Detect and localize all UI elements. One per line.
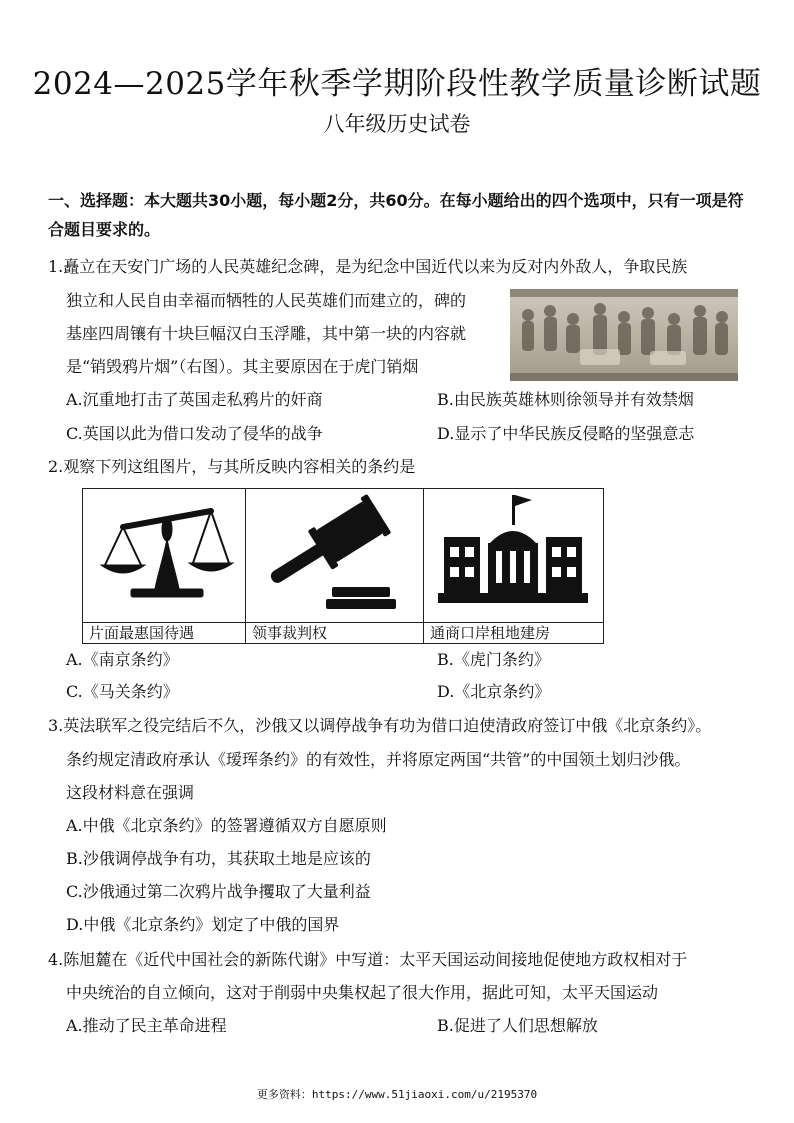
q1-line-1: 1.矗立在天安门广场的人民英雄纪念碑，是为纪念中国近代以来为反对内外敌人，争取民族: [48, 257, 688, 276]
opium-destruction-relief-icon: [510, 289, 738, 381]
exam-title: 2024—2025学年秋季学期阶段性教学质量诊断试题: [32, 66, 762, 102]
q4-option-b[interactable]: B.促进了人们思想解放: [437, 1016, 598, 1035]
footer-link[interactable]: 更多资料：https://www.51jiaoxi.com/u/2195370: [256, 1088, 538, 1101]
q3-option-b[interactable]: B.沙俄调停战争有功，其获取土地是应该的: [66, 849, 371, 868]
q3-option-a[interactable]: A.中俄《北京条约》的签署遵循双方自愿原则: [66, 816, 387, 835]
q2-cell-1: [83, 489, 246, 643]
q2-line-1: 2.观察下列这组图片，与其所反映内容相关的条约是: [48, 457, 416, 476]
q4-line-2: 中央统治的自立倾向，这对于削弱中央集权起了很大作用，据此可知，太平天国运动: [66, 983, 659, 1002]
q1-option-c[interactable]: C.英国以此为借口发动了侵华的战争: [66, 424, 323, 443]
q1-line-2: 独立和人民自由幸福而牺牲的人民英雄们而建立的，碑的: [66, 291, 467, 310]
balance-scale-icon: [83, 489, 246, 622]
q2-option-a[interactable]: A.《南京条约》: [66, 650, 179, 669]
q1-option-d[interactable]: D.显示了中华民族反侵略的坚强意志: [437, 424, 695, 443]
q1-option-b[interactable]: B.由民族英雄林则徐领导并有效禁烟: [437, 390, 694, 409]
exam-subtitle: 八年级历史试卷: [323, 112, 471, 136]
q3-line-3: 这段材料意在强调: [66, 783, 195, 802]
q4-option-a[interactable]: A.推动了民主革命进程: [66, 1016, 227, 1035]
q4-line-1: 4.陈旭麓在《近代中国社会的新陈代谢》中写道：太平天国运动间接地促使地方政权相对于: [48, 950, 688, 969]
q2-caption-2: 领事裁判权: [246, 622, 423, 643]
q1-option-a[interactable]: A.沉重地打击了英国走私鸦片的奸商: [66, 390, 323, 409]
gavel-icon: [246, 489, 424, 622]
q1-line-3: 基座四周镶有十块巨幅汉白玉浮雕，其中第一块的内容就: [66, 324, 467, 343]
building-flag-icon: [424, 489, 603, 622]
section-heading: 一、选择题：本大题共30小题，每小题2分，共60分。在每小题给出的四个选项中，只有一项是符合题目要求的。: [48, 191, 744, 239]
q2-option-c[interactable]: C.《马关条约》: [66, 682, 179, 701]
q3-option-d[interactable]: D.中俄《北京条约》划定了中俄的国界: [66, 915, 340, 934]
q3-line-1: 3.英法联军之役完结后不久，沙俄又以调停战争有功为借口迫使清政府签订中俄《北京条约》。: [48, 716, 712, 735]
q2-option-b[interactable]: B.《虎门条约》: [437, 650, 550, 669]
q2-caption-1: 片面最惠国待遇: [83, 622, 245, 643]
q3-option-c[interactable]: C.沙俄通过第二次鸦片战争攫取了大量利益: [66, 882, 371, 901]
q3-line-2: 条约规定清政府承认《瑷珲条约》的有效性，并将原定两国“共管”的中国领土划归沙俄。: [66, 750, 691, 769]
q2-caption-3: 通商口岸租地建房: [424, 622, 603, 643]
q1-line-4: 是“销毁鸦片烟”（右图）。其主要原因在于虎门销烟: [66, 357, 419, 376]
q2-cell-3: [424, 489, 603, 643]
q2-image-table: [82, 488, 604, 644]
relief-image: [510, 289, 738, 381]
q2-option-d[interactable]: D.《北京条约》: [437, 682, 551, 701]
q2-cell-2: [246, 489, 424, 643]
